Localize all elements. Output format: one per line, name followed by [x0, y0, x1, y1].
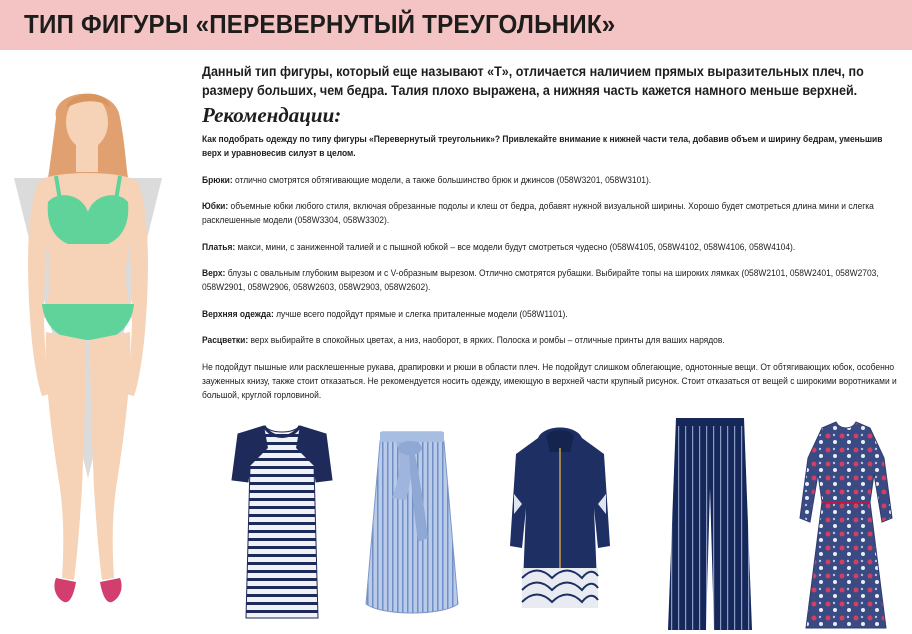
- intro-paragraph: Данный тип фигуры, который еще называют «Т», отличается наличием прямых выразительных плеч, по размеру больших, чем бедра. Талия плохо выражена, а нижняя часть кажется намного меньше верхней.: [202, 64, 864, 98]
- recommendation-item: Верх: блузы с овальным глубоким вырезом и с V-образным вырезом. Отлично смотрятся рубашки. Выбирайте топы на широких лямках (058W2101, 058W2401, 058W2703, 058W2901, 058W2906, 058W2603, 058W2903, 058W2602).: [202, 268, 879, 292]
- recommendations-lead: Как подобрать одежду по типу фигуры «Перевернутый треугольник»? Привлекайте внимание к нижней части тела, добавив объем и ширину бедрам, уменьшив верх и уравновесив силуэт в целом.: [202, 134, 883, 158]
- page-title: ТИП ФИГУРЫ «ПЕРЕВЕРНУТЫЙ ТРЕУГОЛЬНИК»: [24, 9, 616, 39]
- body-figure-illustration: [8, 78, 168, 618]
- recommendation-item: Юбки: объемные юбки любого стиля, включая обрезанные подолы и клеш от бедра, добавят нужной визуальной ширины. Хорошо будет смотреться длина мини и слегка расклешенные модели (058W3304, 058W3302).: [202, 201, 874, 225]
- right-leg: [90, 332, 130, 580]
- left-shoe: [54, 578, 76, 602]
- recommendations-body: [202, 132, 901, 402]
- striped-tie-front-skirt-image: [362, 418, 462, 628]
- navy-printed-parka-jacket-image: [508, 418, 612, 628]
- left-leg: [46, 332, 86, 580]
- recommendation-item: Верхняя одежда: лучше всего подойдут прямые и слегка приталенные модели (058W1101).: [202, 308, 568, 319]
- striped-print-tshirt-dress-image: [228, 418, 336, 628]
- torso: [37, 173, 139, 318]
- recommendations-heading: Рекомендации:: [202, 103, 342, 127]
- floral-print-midi-dress-image: [796, 418, 896, 633]
- navy-pinstripe-wide-trousers-image: [664, 418, 756, 633]
- right-shoe: [100, 578, 122, 602]
- recommendation-item: Платья: макси, мини, с заниженной талией и с пышной юбкой – все модели будут смотреться чудесно (058W4105, 058W4102, 058W4106, 058W4104).: [202, 241, 796, 252]
- recommendation-item: Расцветки: верх выбирайте в спокойных цветах, а низ, наоборот, в ярких. Полоска и ромбы – отличные принты для ваших нарядов.: [202, 335, 725, 345]
- recommendations-closing: Не подойдут пышные или расклешенные рукава, драпировки и рюши в области плеч. Не подойдут слишком облегающие, однотонные вещи. От обтягивающих юбок, особенно зауженных книзу, также стоит отказаться. Не рекомендуется носить одежду, имеющую в верхней части крупный рисунок. Стоит отказаться от вещей с широкими воротниками и большой, круглой горловиной.: [202, 361, 897, 400]
- content-area: [202, 62, 902, 414]
- recommendation-item: Брюки: отлично смотрятся обтягивающие модели, а также большинство брюк и джинсов (058W3201, 058W3101).: [202, 174, 652, 185]
